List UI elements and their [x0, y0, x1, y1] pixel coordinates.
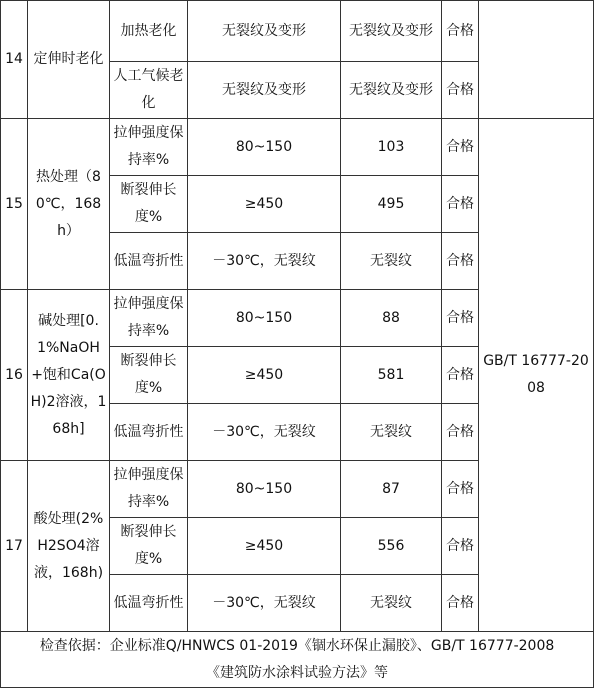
requirement-cell: 80~150: [188, 290, 341, 347]
inspection-basis-line-1: 检查依据：企业标准Q/HNWCS 01-2019《锢水环保止漏胶》、GB/T 16777-2008: [39, 637, 555, 654]
item-cell: 低温弯折性: [110, 233, 188, 290]
item-cell: 低温弯折性: [110, 575, 188, 632]
item-cell: 低温弯折性: [110, 404, 188, 461]
result-cell: 无裂纹及变形: [341, 1, 442, 62]
result-cell: 103: [341, 119, 442, 176]
item-cell: 人工气候老化: [110, 62, 188, 119]
row-number: 17: [1, 461, 28, 632]
standard-blank-cell: [479, 1, 594, 119]
standard-cell: GB/T 16777-2008: [479, 119, 594, 632]
result-cell: 无裂纹: [341, 575, 442, 632]
verdict-cell: 合格: [442, 518, 479, 575]
item-cell: 加热老化: [110, 1, 188, 62]
requirement-cell: ≥450: [188, 176, 341, 233]
row-number: 16: [1, 290, 28, 461]
item-cell: 拉伸强度保持率%: [110, 119, 188, 176]
verdict-cell: 合格: [442, 461, 479, 518]
verdict-cell: 合格: [442, 233, 479, 290]
result-cell: 581: [341, 347, 442, 404]
verdict-cell: 合格: [442, 347, 479, 404]
item-cell: 断裂伸长度%: [110, 176, 188, 233]
result-cell: 无裂纹: [341, 233, 442, 290]
requirement-cell: －30℃，无裂纹: [188, 233, 341, 290]
requirement-cell: 80~150: [188, 119, 341, 176]
table-row: [1, 1, 594, 62]
item-cell: 拉伸强度保持率%: [110, 290, 188, 347]
requirement-cell: ≥450: [188, 347, 341, 404]
requirement-cell: －30℃，无裂纹: [188, 404, 341, 461]
item-cell: 拉伸强度保持率%: [110, 461, 188, 518]
footer-row: [1, 632, 594, 688]
result-cell: 495: [341, 176, 442, 233]
result-cell: 556: [341, 518, 442, 575]
verdict-cell: 合格: [442, 404, 479, 461]
item-cell: 断裂伸长度%: [110, 518, 188, 575]
result-cell: 87: [341, 461, 442, 518]
verdict-cell: 合格: [442, 1, 479, 62]
requirement-cell: －30℃，无裂纹: [188, 575, 341, 632]
verdict-cell: 合格: [442, 290, 479, 347]
item-cell: 断裂伸长度%: [110, 347, 188, 404]
verdict-cell: 合格: [442, 176, 479, 233]
result-cell: 88: [341, 290, 442, 347]
verdict-cell: 合格: [442, 62, 479, 119]
requirement-cell: 无裂纹及变形: [188, 1, 341, 62]
verdict-cell: 合格: [442, 119, 479, 176]
row-number: 15: [1, 119, 28, 290]
row-number: 14: [1, 1, 28, 119]
category-cell: 热处理（80℃，168h）: [28, 119, 110, 290]
result-cell: 无裂纹: [341, 404, 442, 461]
category-cell: 酸处理(2%H2SO4溶液，168h): [28, 461, 110, 632]
category-cell: 碱处理[0.1%NaOH+饱和Ca(OH)2溶液，168h]: [28, 290, 110, 461]
inspection-basis-line-2: 《建筑防水涂料试验方法》等: [206, 664, 388, 681]
requirement-cell: 无裂纹及变形: [188, 62, 341, 119]
verdict-cell: 合格: [442, 575, 479, 632]
inspection-basis: [1, 632, 594, 688]
result-cell: 无裂纹及变形: [341, 62, 442, 119]
category-cell: 定伸时老化: [28, 1, 110, 119]
requirement-cell: 80~150: [188, 461, 341, 518]
table-row: [1, 119, 594, 176]
requirement-cell: ≥450: [188, 518, 341, 575]
